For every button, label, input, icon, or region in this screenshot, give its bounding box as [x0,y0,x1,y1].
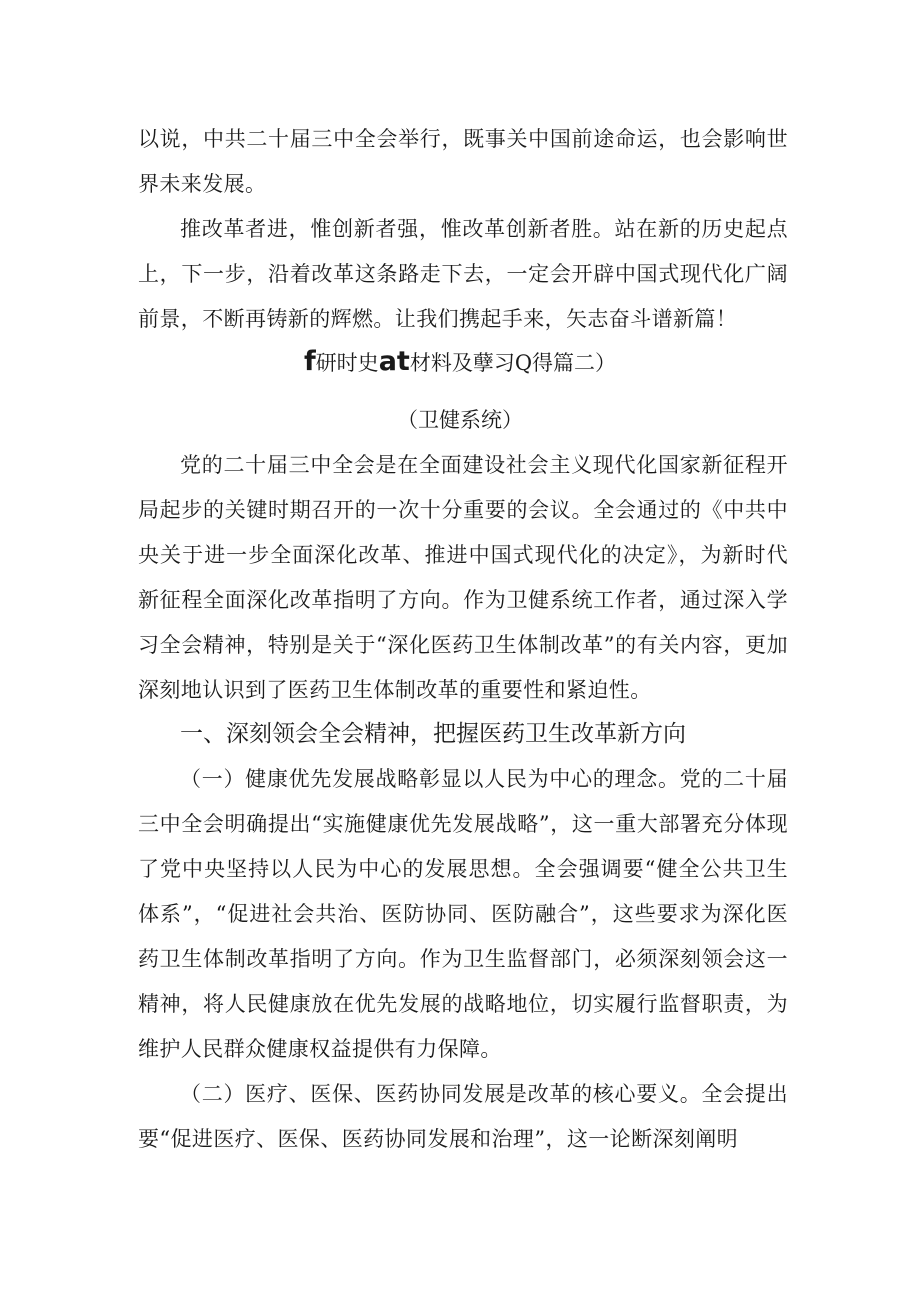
title-fragment-2: 研时史 [315,351,379,375]
paragraph-point-2: （二）医疗、医保、医药协同发展是改革的核心要义。全会提出要“促进医疗、医保、医药协同发展和治理”，这一论断深刻阐明 [138,1082,788,1151]
title-fragment-1: f [303,346,316,377]
paragraph-continuation: 以说，中共二十届三中全会举行，既事关中国前途命运，也会影响世界未来发展。 [138,127,788,196]
section-subtitle: （卫健系统） [397,408,523,432]
title-fragment-4: 材料及孽习Q得篇二） [409,351,617,375]
paragraph-point-1: （一）健康优先发展战略彰显以人民为中心的理念。党的二十届三中全会明确提出“实施健康优先发展战略”，这一重大部署充分体现了党中央坚持以人民为中心的发展思想。全会强调要“健全公共卫生体系”，“促进社会共治、医防协同、医防融合”，这些要求为深化医药卫生体制改革指明了方向。作为卫生监督部门，必须深刻领会这一精神，将人民健康放在优先发展的战略地位，切实履行监督职责，为维护人民群众健康权益提供有力保障。 [138,767,788,1061]
title-fragment-3: at [378,346,410,377]
heading-level-1: 一、深刻领会全会精神，把握医药卫生改革新方向 [180,721,686,747]
paragraph-reform-innovation: 推改革者进，惟创新者强，惟改革创新者胜。站在新的历史起点上，下一步，沿着改革这条路走下去，一定会开辟中国式现代化广阔前景，不断再铸新的辉燃。让我们携起手来，矢志奋斗谱新篇！ [138,217,788,331]
paragraph-intro: 党的二十届三中全会是在全面建设社会主义现代化国家新征程开局起步的关键时期召开的一次十分重要的会议。全会通过的《中共中央关于进一步全面深化改革、推进中国式现代化的决定》，为新时代新征程全面深化改革指明了方向。作为卫健系统工作者，通过深入学习全会精神，特别是关于“深化医药卫生体制改革”的有关内容，更加深刻地认识到了医药卫生体制改革的重要性和紧迫性。 [138,453,788,702]
section-title [0,346,920,377]
